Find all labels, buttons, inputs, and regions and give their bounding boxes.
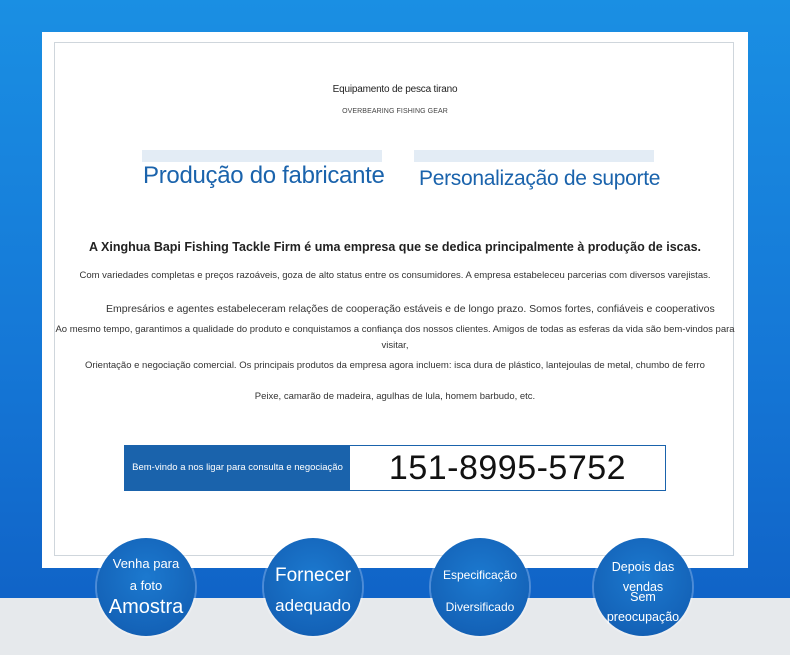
contact-label: Bem-vindo a nos ligar para consulta e negociação	[125, 446, 350, 490]
body-paragraph-3: Ao mesmo tempo, garantimos a qualidade do produto e conquistamos a confiança dos nossos clientes. Amigos de todas as esferas da vida são bem-vindos para visitar,	[55, 324, 735, 351]
phone-number[interactable]: 151-8995-5752	[388, 449, 627, 487]
badge-supply-line-2: adequado	[275, 596, 351, 615]
badge-supply	[264, 538, 362, 636]
badge-spec-line-1: Especificação	[442, 568, 518, 582]
badge-after-sales	[594, 538, 692, 636]
body-paragraph-1: Com variedades completas e preços razoáveis, goza de alto status entre os consumidores. A empresa estabeleceu parcerias com diversos varejistas.	[79, 270, 711, 281]
badge-aftersales-line-4: preocupação	[606, 610, 680, 624]
body-paragraph-4: Orientação e negociação comercial. Os principais produtos da empresa agora incluem: isca dura de plástico, lantejoulas de metal, chumbo de ferro	[85, 360, 705, 371]
feature-manufacturer: Produção do fabricante	[143, 162, 385, 189]
body-paragraph-2: Empresários e agentes estabeleceram relações de cooperação estáveis ​​e de longo prazo. Somos fortes, confiáveis ​​e cooperativos	[106, 303, 715, 315]
info-card	[42, 32, 748, 568]
decor-stripe-left	[142, 150, 382, 162]
body-paragraph-5: Peixe, camarão de madeira, agulhas de lula, homem barbudo, etc.	[254, 391, 536, 402]
section-subtitle: OVERBEARING FISHING GEAR	[342, 108, 448, 115]
badge-supply-line-1: Fornecer	[274, 565, 352, 586]
badge-aftersales-line-3: Sem	[630, 590, 656, 604]
badge-spec-line-2: Diversificado	[445, 600, 515, 614]
section-title: Equipamento de pesca tirano	[332, 84, 458, 95]
feature-customization: Personalização de suporte	[419, 167, 661, 190]
decor-stripe-right	[414, 150, 654, 162]
badge-sample-line-1: Venha para	[112, 556, 180, 571]
badge-sample	[97, 538, 195, 636]
badge-sample-line-2: a foto	[129, 578, 163, 593]
company-intro: A Xinghua Bapi Fishing Tackle Firm é uma empresa que se dedica principalmente à produção de iscas.	[89, 240, 701, 254]
badge-aftersales-line-2: vendas	[622, 580, 664, 594]
badge-sample-line-3: Amostra	[108, 596, 184, 618]
contact-box[interactable]	[124, 445, 666, 491]
badge-aftersales-line-1: Depois das	[611, 560, 675, 574]
badge-specification	[431, 538, 529, 636]
